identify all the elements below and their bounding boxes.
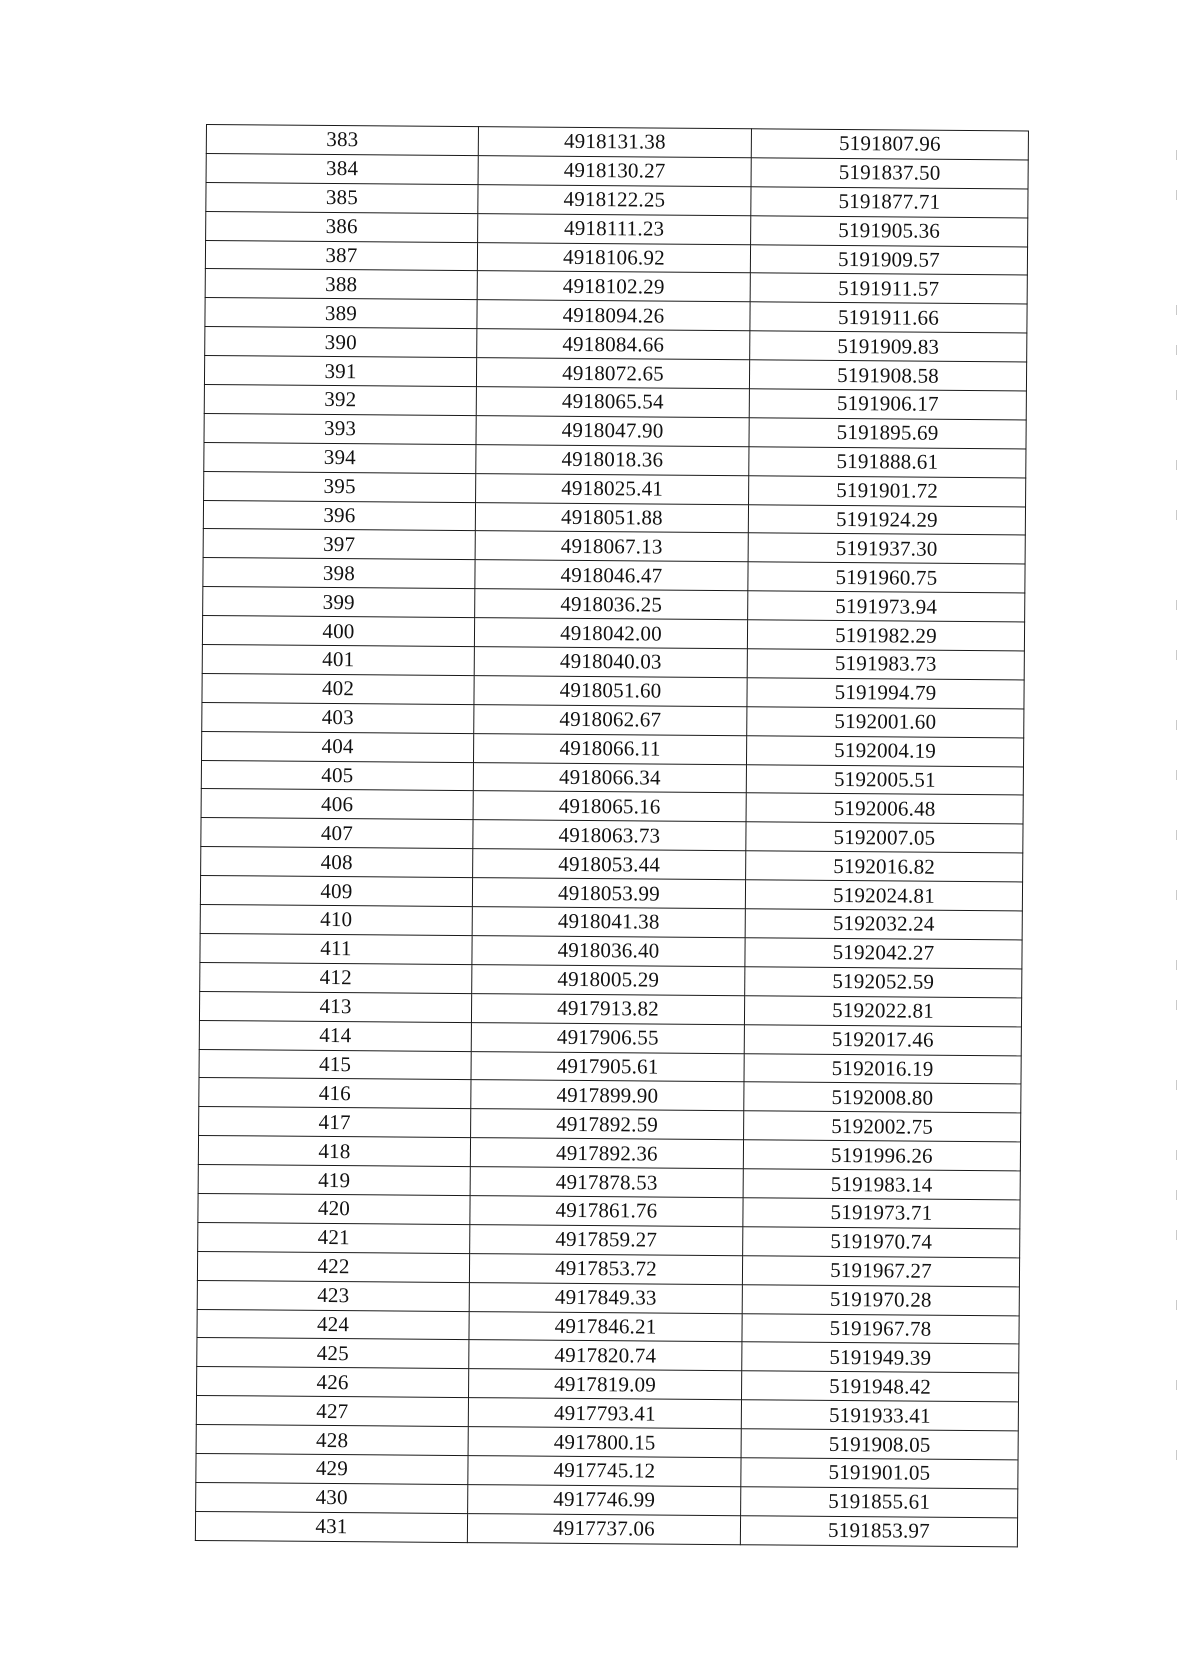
point-number-cell: 403 bbox=[202, 702, 474, 733]
y-coordinate-cell: 5192008.80 bbox=[744, 1082, 1021, 1113]
y-coordinate-cell: 5191911.57 bbox=[750, 273, 1027, 304]
point-number-cell: 410 bbox=[200, 905, 472, 936]
point-number-cell: 425 bbox=[197, 1338, 469, 1369]
x-coordinate-cell: 4918051.60 bbox=[474, 676, 747, 707]
y-coordinate-cell: 5191960.75 bbox=[748, 562, 1025, 593]
y-coordinate-cell: 5191911.66 bbox=[750, 302, 1027, 333]
y-coordinate-cell: 5191807.96 bbox=[751, 129, 1028, 160]
point-number-cell: 411 bbox=[200, 933, 472, 964]
point-number-cell: 395 bbox=[204, 471, 476, 502]
y-coordinate-cell: 5191895.69 bbox=[749, 418, 1026, 449]
scan-mark bbox=[1176, 1450, 1177, 1460]
x-coordinate-cell: 4917793.41 bbox=[468, 1398, 741, 1429]
x-coordinate-cell: 4917853.72 bbox=[469, 1253, 742, 1284]
y-coordinate-cell: 5191909.83 bbox=[750, 331, 1027, 362]
point-number-cell: 431 bbox=[195, 1511, 467, 1542]
y-coordinate-cell: 5191970.28 bbox=[742, 1284, 1019, 1315]
scan-mark bbox=[1176, 305, 1177, 315]
point-number-cell: 427 bbox=[196, 1396, 468, 1427]
y-coordinate-cell: 5191937.30 bbox=[748, 533, 1025, 564]
coordinate-table bbox=[195, 124, 1029, 1547]
point-number-cell: 422 bbox=[197, 1251, 469, 1282]
point-number-cell: 407 bbox=[201, 818, 473, 849]
scan-mark bbox=[1176, 1300, 1177, 1310]
point-number-cell: 414 bbox=[199, 1020, 471, 1051]
point-number-cell: 428 bbox=[196, 1425, 468, 1456]
y-coordinate-cell: 5191837.50 bbox=[751, 158, 1028, 189]
x-coordinate-cell: 4917820.74 bbox=[469, 1340, 742, 1371]
scan-mark bbox=[1176, 1190, 1177, 1200]
x-coordinate-cell: 4918046.47 bbox=[475, 560, 748, 591]
y-coordinate-cell: 5192032.24 bbox=[745, 909, 1022, 940]
point-number-cell: 402 bbox=[202, 673, 474, 704]
point-number-cell: 386 bbox=[206, 211, 478, 242]
y-coordinate-cell: 5192001.60 bbox=[747, 707, 1024, 738]
x-coordinate-cell: 4917892.59 bbox=[471, 1109, 744, 1140]
y-coordinate-cell: 5192052.59 bbox=[745, 967, 1022, 998]
y-coordinate-cell: 5192004.19 bbox=[746, 735, 1023, 766]
scan-mark bbox=[1176, 720, 1177, 730]
scan-mark bbox=[1176, 190, 1177, 200]
point-number-cell: 430 bbox=[196, 1482, 468, 1513]
scan-mark bbox=[1176, 830, 1177, 840]
point-number-cell: 398 bbox=[203, 558, 475, 589]
y-coordinate-cell: 5192002.75 bbox=[744, 1111, 1021, 1142]
scan-mark bbox=[1176, 390, 1177, 400]
point-number-cell: 390 bbox=[205, 327, 477, 358]
x-coordinate-cell: 4918005.29 bbox=[472, 964, 745, 995]
x-coordinate-cell: 4918102.29 bbox=[477, 271, 750, 302]
scan-mark bbox=[1176, 600, 1177, 610]
x-coordinate-cell: 4918122.25 bbox=[478, 184, 751, 215]
y-coordinate-cell: 5191901.72 bbox=[749, 475, 1026, 506]
x-coordinate-cell: 4917819.09 bbox=[469, 1369, 742, 1400]
scan-mark bbox=[1176, 650, 1177, 660]
x-coordinate-cell: 4918111.23 bbox=[478, 213, 751, 244]
x-coordinate-cell: 4918130.27 bbox=[478, 156, 751, 187]
y-coordinate-cell: 5191982.29 bbox=[747, 620, 1024, 651]
scan-mark bbox=[1176, 890, 1177, 900]
x-coordinate-cell: 4917905.61 bbox=[471, 1051, 744, 1082]
x-coordinate-cell: 4918062.67 bbox=[474, 704, 747, 735]
y-coordinate-cell: 5191948.42 bbox=[741, 1371, 1018, 1402]
y-coordinate-cell: 5191908.05 bbox=[741, 1429, 1018, 1460]
x-coordinate-cell: 4918065.54 bbox=[476, 387, 749, 418]
point-number-cell: 404 bbox=[202, 731, 474, 762]
point-number-cell: 416 bbox=[199, 1078, 471, 1109]
point-number-cell: 384 bbox=[206, 153, 478, 184]
x-coordinate-cell: 4917737.06 bbox=[467, 1513, 740, 1544]
y-coordinate-cell: 5191973.94 bbox=[748, 591, 1025, 622]
x-coordinate-cell: 4917745.12 bbox=[468, 1456, 741, 1487]
y-coordinate-cell: 5191983.73 bbox=[747, 649, 1024, 680]
x-coordinate-cell: 4918094.26 bbox=[477, 300, 750, 331]
y-coordinate-cell: 5191967.78 bbox=[742, 1313, 1019, 1344]
x-coordinate-cell: 4918025.41 bbox=[476, 473, 749, 504]
point-number-cell: 388 bbox=[205, 269, 477, 300]
y-coordinate-cell: 5192016.19 bbox=[744, 1053, 1021, 1084]
y-coordinate-cell: 5191906.17 bbox=[749, 389, 1026, 420]
x-coordinate-cell: 4918106.92 bbox=[477, 242, 750, 273]
y-coordinate-cell: 5191888.61 bbox=[749, 447, 1026, 478]
x-coordinate-cell: 4918047.90 bbox=[476, 416, 749, 447]
x-coordinate-cell: 4918040.03 bbox=[474, 647, 747, 678]
y-coordinate-cell: 5191967.27 bbox=[742, 1255, 1019, 1286]
point-number-cell: 419 bbox=[198, 1165, 470, 1196]
point-number-cell: 426 bbox=[197, 1367, 469, 1398]
point-number-cell: 406 bbox=[201, 789, 473, 820]
x-coordinate-cell: 4917899.90 bbox=[471, 1080, 744, 1111]
x-coordinate-cell: 4917859.27 bbox=[470, 1224, 743, 1255]
y-coordinate-cell: 5191983.14 bbox=[743, 1169, 1020, 1200]
x-coordinate-cell: 4917913.82 bbox=[471, 993, 744, 1024]
y-coordinate-cell: 5191901.05 bbox=[741, 1458, 1018, 1489]
y-coordinate-cell: 5191973.71 bbox=[743, 1198, 1020, 1229]
scan-mark bbox=[1176, 770, 1177, 780]
point-number-cell: 396 bbox=[203, 500, 475, 531]
x-coordinate-cell: 4918053.99 bbox=[472, 878, 745, 909]
x-coordinate-cell: 4917849.33 bbox=[469, 1282, 742, 1313]
x-coordinate-cell: 4918053.44 bbox=[473, 849, 746, 880]
point-number-cell: 409 bbox=[200, 876, 472, 907]
y-coordinate-cell: 5191908.58 bbox=[749, 360, 1026, 391]
x-coordinate-cell: 4917746.99 bbox=[468, 1484, 741, 1515]
point-number-cell: 412 bbox=[200, 962, 472, 993]
y-coordinate-cell: 5192007.05 bbox=[746, 822, 1023, 853]
y-coordinate-cell: 5192024.81 bbox=[745, 880, 1022, 911]
point-number-cell: 420 bbox=[198, 1193, 470, 1224]
point-number-cell: 399 bbox=[203, 587, 475, 618]
point-number-cell: 401 bbox=[202, 645, 474, 676]
scan-mark bbox=[1176, 1000, 1177, 1010]
scan-mark bbox=[1176, 1230, 1177, 1240]
x-coordinate-cell: 4918036.25 bbox=[475, 589, 748, 620]
x-coordinate-cell: 4917846.21 bbox=[469, 1311, 742, 1342]
x-coordinate-cell: 4918131.38 bbox=[478, 127, 751, 158]
x-coordinate-cell: 4918036.40 bbox=[472, 936, 745, 967]
x-coordinate-cell: 4917861.76 bbox=[470, 1196, 743, 1227]
y-coordinate-cell: 5192006.48 bbox=[746, 793, 1023, 824]
point-number-cell: 423 bbox=[197, 1280, 469, 1311]
scan-mark bbox=[1176, 150, 1177, 160]
point-number-cell: 415 bbox=[199, 1049, 471, 1080]
x-coordinate-cell: 4918066.34 bbox=[473, 762, 746, 793]
point-number-cell: 389 bbox=[205, 298, 477, 329]
x-coordinate-cell: 4917906.55 bbox=[471, 1022, 744, 1053]
x-coordinate-cell: 4918065.16 bbox=[473, 791, 746, 822]
point-number-cell: 397 bbox=[203, 529, 475, 560]
scan-mark bbox=[1176, 1150, 1177, 1160]
point-number-cell: 387 bbox=[205, 240, 477, 271]
scan-mark bbox=[1176, 460, 1177, 470]
scan-mark bbox=[1176, 510, 1177, 520]
scan-mark bbox=[1176, 1380, 1177, 1390]
point-number-cell: 417 bbox=[199, 1107, 471, 1138]
scan-mark bbox=[1176, 960, 1177, 970]
x-coordinate-cell: 4917800.15 bbox=[468, 1427, 741, 1458]
y-coordinate-cell: 5191924.29 bbox=[748, 504, 1025, 535]
x-coordinate-cell: 4918018.36 bbox=[476, 444, 749, 475]
x-coordinate-cell: 4918072.65 bbox=[476, 358, 749, 389]
scan-mark bbox=[1176, 1080, 1177, 1090]
y-coordinate-cell: 5191949.39 bbox=[742, 1342, 1019, 1373]
y-coordinate-cell: 5191853.97 bbox=[740, 1515, 1017, 1546]
y-coordinate-cell: 5191909.57 bbox=[750, 244, 1027, 275]
y-coordinate-cell: 5192016.82 bbox=[746, 851, 1023, 882]
x-coordinate-cell: 4918067.13 bbox=[475, 531, 748, 562]
x-coordinate-cell: 4918042.00 bbox=[474, 618, 747, 649]
table-row bbox=[195, 1511, 1017, 1546]
x-coordinate-cell: 4918084.66 bbox=[477, 329, 750, 360]
y-coordinate-cell: 5191855.61 bbox=[741, 1487, 1018, 1518]
y-coordinate-cell: 5191994.79 bbox=[747, 678, 1024, 709]
y-coordinate-cell: 5192022.81 bbox=[744, 995, 1021, 1026]
point-number-cell: 421 bbox=[198, 1222, 470, 1253]
x-coordinate-cell: 4918041.38 bbox=[472, 907, 745, 938]
y-coordinate-cell: 5191905.36 bbox=[751, 215, 1028, 246]
point-number-cell: 408 bbox=[201, 847, 473, 878]
point-number-cell: 429 bbox=[196, 1453, 468, 1484]
scan-mark bbox=[1176, 345, 1177, 355]
x-coordinate-cell: 4918063.73 bbox=[473, 820, 746, 851]
coordinate-table-body bbox=[195, 125, 1028, 1547]
x-coordinate-cell: 4918051.88 bbox=[475, 502, 748, 533]
scan-edge-marks bbox=[1176, 130, 1182, 1530]
y-coordinate-cell: 5192005.51 bbox=[746, 764, 1023, 795]
point-number-cell: 424 bbox=[197, 1309, 469, 1340]
x-coordinate-cell: 4917878.53 bbox=[470, 1167, 743, 1198]
point-number-cell: 383 bbox=[206, 125, 478, 156]
y-coordinate-cell: 5191970.74 bbox=[743, 1227, 1020, 1258]
point-number-cell: 392 bbox=[204, 385, 476, 416]
point-number-cell: 400 bbox=[202, 616, 474, 647]
y-coordinate-cell: 5192042.27 bbox=[745, 938, 1022, 969]
x-coordinate-cell: 4917892.36 bbox=[470, 1138, 743, 1169]
point-number-cell: 391 bbox=[204, 356, 476, 387]
y-coordinate-cell: 5191933.41 bbox=[741, 1400, 1018, 1431]
y-coordinate-cell: 5192017.46 bbox=[744, 1024, 1021, 1055]
point-number-cell: 393 bbox=[204, 413, 476, 444]
x-coordinate-cell: 4918066.11 bbox=[473, 733, 746, 764]
point-number-cell: 413 bbox=[199, 991, 471, 1022]
point-number-cell: 405 bbox=[201, 760, 473, 791]
point-number-cell: 394 bbox=[204, 442, 476, 473]
y-coordinate-cell: 5191877.71 bbox=[751, 187, 1028, 218]
y-coordinate-cell: 5191996.26 bbox=[743, 1140, 1020, 1171]
point-number-cell: 385 bbox=[206, 182, 478, 213]
point-number-cell: 418 bbox=[198, 1136, 470, 1167]
